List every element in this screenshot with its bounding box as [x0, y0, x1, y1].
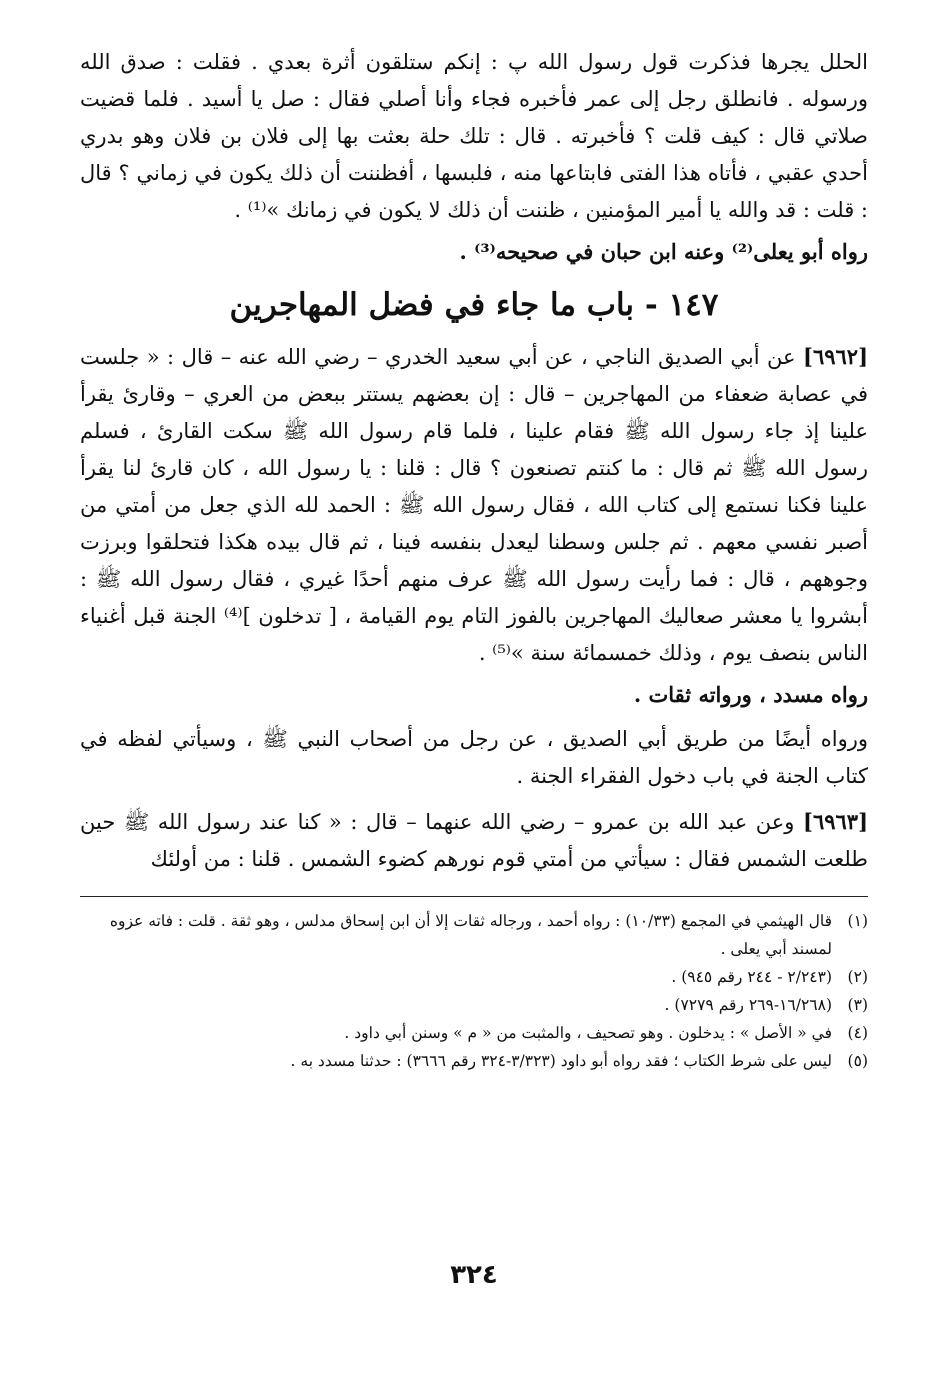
chapter-title: ١٤٧ - باب ما جاء في فضل المهاجرين	[229, 287, 719, 323]
hadith-number: [٦٩٦٣]	[803, 809, 868, 834]
footnote-item	[80, 1019, 868, 1047]
footnote-item	[80, 991, 868, 1019]
footnote-item	[80, 1047, 868, 1075]
hadith-6962	[80, 338, 868, 672]
footnote-number: (٥)	[847, 1052, 868, 1070]
continued-hadith-paragraph: الحلل يجرها فذكرت قول رسول الله پ : إنكم ستلقون أثرة بعدي . فقلت : صدق الله ورسوله . فانطلق رجل إلى عمر فأخبره فجاء وأنا أصلي فقال : صل يا أسيد . فلما قضيت صلاتي قال : كيف قلت ؟ فأخبرته . قال : تلك حلة بعثت بها إلى فلان بن فلان وهو بدري أحدي عقبي ، فأتاه هذا الفتى فابتاعها منه ، فلبسها ، أفظننت أن ذلك يكون في زماني ؟ قال : قلت : قد والله يا أمير المؤمنين ، ظننت أن ذلك لا يكون في زمانك »⁽¹⁾ .	[80, 50, 868, 222]
footnote-item	[80, 907, 868, 963]
footnote-number: (١)	[847, 912, 868, 930]
footnote-text: (١٦/٢٦٨-٢٦٩ رقم ٧٢٧٩) .	[664, 996, 832, 1014]
footnote-item	[80, 963, 868, 991]
footnote-text: قال الهيثمي في المجمع (١٠/٣٣) : رواه أحمد ، ورجاله ثقات إلا أن ابن إسحاق مدلس ، وهو ثقة . قلت : فاته عزوه لمسند أبي يعلى .	[109, 912, 832, 958]
hadith-6963	[80, 803, 868, 878]
page-content	[80, 44, 868, 1075]
footnote-text: في « الأصل » : يدخلون . وهو تصحيف ، والمثبت من « م » وسنن أبي داود .	[344, 1024, 832, 1042]
narration-source-musaddad: رواه مسدد ، ورواته ثقات .	[633, 682, 868, 707]
footnote-number: (٣)	[847, 996, 868, 1014]
footnotes-list	[80, 907, 868, 1075]
hadith-text: عن أبي الصديق الناجي ، عن أبي سعيد الخدري – رضي الله عنه – قال : « جلست في عصابة ضعفاء من المهاجرين – قال : إن بعضهم يستتر ببعض من العري – وقارئ يقرأ علينا إذ جاء رسول الله ﷺ فقام علينا ، فلما قام رسول الله ﷺ سكت القارئ ، فسلم رسول الله ﷺ ثم قال : ما كنتم تصنعون ؟ قال : قلنا : يا رسول الله ، كان قارئ لنا يقرأ علينا فكنا نستمع إلى كتاب الله ، فقال رسول الله ﷺ : الحمد لله الذي جعل من أمتي من أصبر نفسي معهم . ثم جلس وسطنا ليعدل بنفسه فينا ، ثم قال بيده هكذا فتحلقوا وبرزت وجوههم ، قال : فما رأيت رسول الله ﷺ عرف منهم أحدًا غيري ، فقال رسول الله ﷺ : أبشروا يا معشر صعاليك المهاجرين بالفوز التام يوم القيامة ، [ تدخلون ]⁽⁴⁾ الجنة قبل أغنياء الناس بنصف يوم ، وذلك خمسمائة سنة »⁽⁵⁾ .	[80, 345, 868, 665]
narration-source-abu-yala: رواه أبو يعلى⁽²⁾ وعنه ابن حبان في صحيحه⁽³⁾ .	[459, 239, 868, 264]
footnote-number: (٢)	[847, 968, 868, 986]
narration-note-paragraph: ورواه أيضًا من طريق أبي الصديق ، عن رجل من أصحاب النبي ﷺ ، وسيأتي لفظه في كتاب الجنة في باب دخول الفقراء الجنة .	[80, 727, 868, 788]
page-number: ٣٢٤	[450, 1260, 498, 1290]
footnote-number: (٤)	[847, 1024, 868, 1042]
footnote-text: ليس على شرط الكتاب ؛ فقد رواه أبو داود (٣/٣٢٣-٣٢٤ رقم ٣٦٦٦) : حدثنا مسدد به .	[290, 1052, 832, 1070]
hadith-number: [٦٩٦٢]	[803, 344, 868, 369]
footnote-text: (٢/٢٤٣ - ٢٤٤ رقم ٩٤٥) .	[671, 968, 832, 986]
hadith-text: وعن عبد الله بن عمرو – رضي الله عنهما – قال : « كنا عند رسول الله ﷺ حين طلعت الشمس فقال : سيأتي من أمتي قوم نورهم كضوء الشمس . قلنا : من أولئك	[80, 810, 868, 871]
footnote-divider	[80, 896, 868, 897]
